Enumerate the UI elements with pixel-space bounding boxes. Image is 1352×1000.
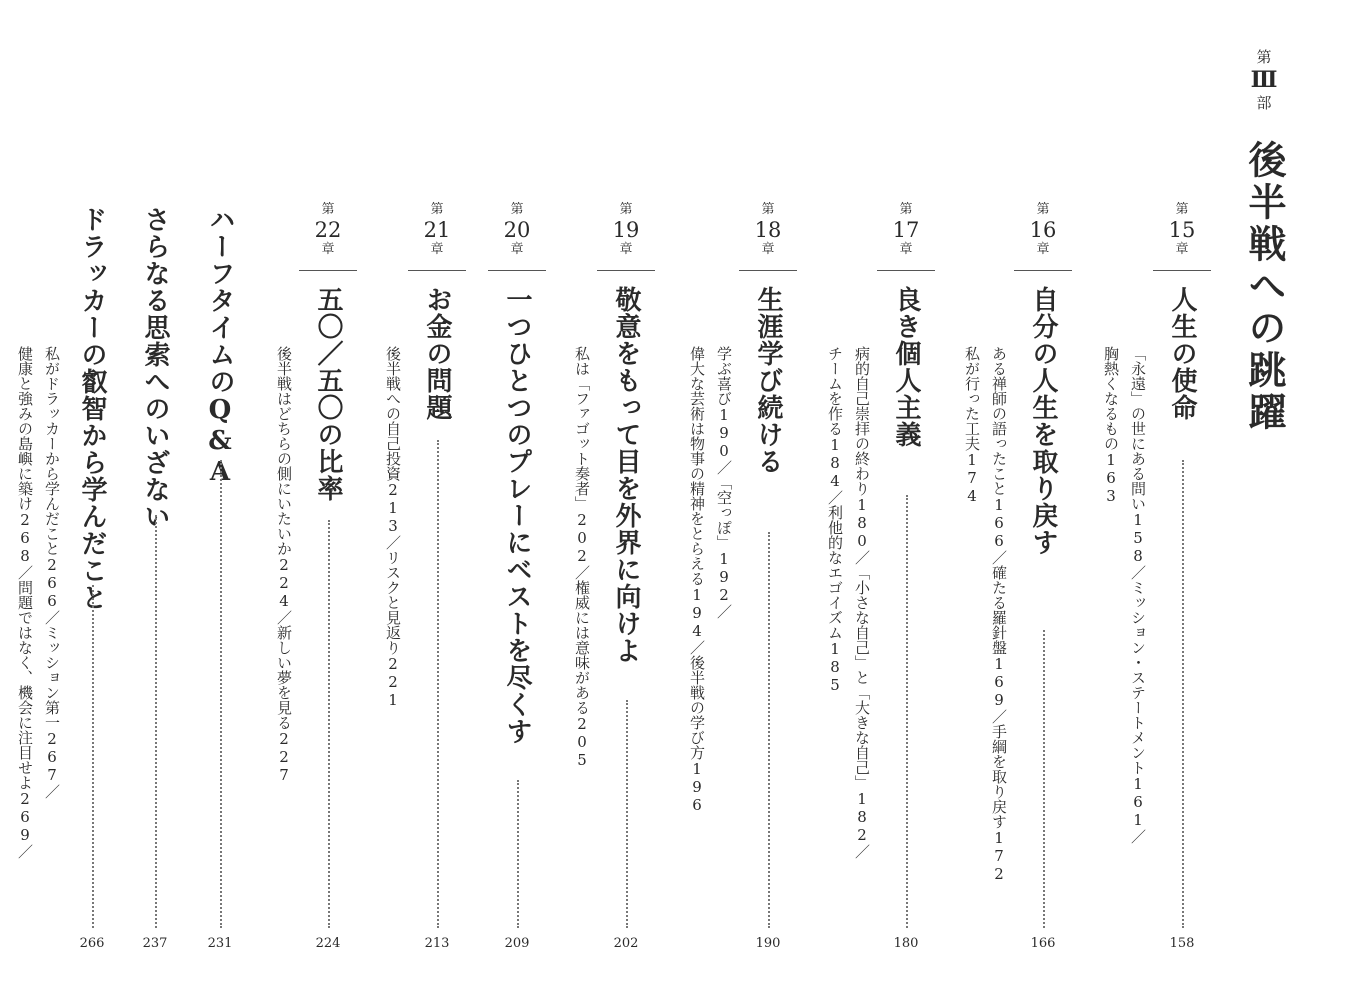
page-number: 231	[207, 936, 233, 951]
chapter-label-top: 第	[1036, 202, 1050, 217]
chapter-label-bottom: 章	[1036, 242, 1050, 257]
dot-leader	[626, 700, 628, 928]
chapter-label-top: 第	[899, 202, 913, 217]
section-line: 病的自己崇拝の終わり180／「小さな自己」と「大きな自己」182／	[853, 346, 871, 859]
dot-leader	[437, 440, 439, 928]
section-line: ある禅師の語ったこと166／確たる羅針盤169／手綱を取り戻す172	[990, 346, 1008, 883]
chapter-rule	[1153, 270, 1211, 271]
chapter-title: 一つひとつのプレーにベストを尽くす	[502, 286, 532, 745]
chapter-number: 16	[1029, 218, 1057, 242]
part-title: 後半戦への跳躍	[1242, 140, 1287, 434]
dot-leader	[517, 780, 519, 928]
chapter-number-block	[1153, 202, 1211, 258]
page-number: 180	[893, 936, 919, 951]
chapter-number: 15	[1168, 218, 1196, 242]
chapter-number-block	[739, 202, 797, 258]
dot-leader	[155, 515, 157, 928]
part-label-top: 第	[1256, 48, 1272, 66]
part-heading	[1242, 48, 1287, 434]
dot-leader	[92, 585, 94, 928]
chapter-label-top: 第	[1175, 202, 1189, 217]
chapter-number-block	[877, 202, 935, 258]
section-line: 健康と強みの島嶼に築け268／問題ではなく、機会に注目せよ269／	[16, 346, 34, 859]
chapter-number: 20	[503, 218, 531, 242]
chapter-label-bottom: 章	[761, 242, 775, 257]
chapter-label-bottom: 章	[899, 242, 913, 257]
chapter-title: 良き個人主義	[891, 286, 921, 448]
backmatter-title: ハーフタイムのQ&A	[205, 206, 235, 488]
section-line: 私がドラッカーから学んだこと266／ミッション第一267／	[43, 346, 61, 799]
chapter-label-top: 第	[430, 202, 444, 217]
section-line: 偉大な芸術は物事の精神をとらえる194／後半戦の学び方196	[688, 346, 706, 814]
chapter-number: 18	[754, 218, 782, 242]
chapter-number-block	[299, 202, 357, 258]
chapter-title: 敬意をもって目を外界に向けよ	[611, 286, 641, 664]
chapter-label-top: 第	[761, 202, 775, 217]
backmatter-title: さらなる思索へのいざない	[140, 206, 170, 530]
chapter-number: 17	[892, 218, 920, 242]
page-number: 190	[755, 936, 781, 951]
dot-leader	[906, 495, 908, 928]
page-number: 166	[1030, 936, 1056, 951]
page-number: 202	[613, 936, 639, 951]
chapter-label-top: 第	[321, 202, 335, 217]
chapter-rule	[739, 270, 797, 271]
section-line: 後半戦はどちらの側にいたいか224／新しい夢を見る227	[275, 346, 293, 784]
chapter-title: 自分の人生を取り戻す	[1028, 286, 1058, 556]
dot-leader	[1182, 460, 1184, 928]
chapter-title: お金の問題	[422, 286, 452, 421]
chapter-label-bottom: 章	[510, 242, 524, 257]
chapter-number: 19	[612, 218, 640, 242]
chapter-number-block	[1014, 202, 1072, 258]
page-number: 266	[79, 936, 105, 951]
section-line: 私が行った工夫174	[963, 346, 981, 505]
backmatter-title: ドラッカーの叡智から学んだこと	[77, 206, 107, 611]
section-line: 胸熱くなるもの163	[1102, 346, 1120, 505]
section-line: 「永遠」の世にある問い158／ミッション・ステートメント161／	[1129, 346, 1147, 844]
chapter-title: 五〇／五〇の比率	[313, 286, 343, 502]
chapter-rule	[408, 270, 466, 271]
chapter-rule	[1014, 270, 1072, 271]
chapter-title: 生涯学び続ける	[753, 286, 783, 475]
chapter-label-bottom: 章	[619, 242, 633, 257]
chapter-number-block	[488, 202, 546, 258]
chapter-label-bottom: 章	[430, 242, 444, 257]
chapter-label-bottom: 章	[1175, 242, 1189, 257]
chapter-label-bottom: 章	[321, 242, 335, 257]
chapter-number: 22	[314, 218, 342, 242]
section-line: チームを作る184／利他的なエゴイズム185	[826, 346, 844, 694]
dot-leader	[220, 460, 222, 928]
chapter-rule	[299, 270, 357, 271]
chapter-title: 人生の使命	[1167, 286, 1197, 421]
chapter-number: 21	[423, 218, 451, 242]
page-number: 209	[504, 936, 530, 951]
chapter-label-top: 第	[510, 202, 524, 217]
chapter-number-block	[597, 202, 655, 258]
chapter-number-block	[408, 202, 466, 258]
chapter-label-top: 第	[619, 202, 633, 217]
dot-leader	[328, 520, 330, 928]
part-number: Ⅲ	[1250, 67, 1278, 93]
page-number: 158	[1169, 936, 1195, 951]
page-number: 224	[315, 936, 341, 951]
chapter-rule	[488, 270, 546, 271]
chapter-rule	[877, 270, 935, 271]
part-label-bottom: 部	[1256, 94, 1272, 112]
page-number: 237	[142, 936, 168, 951]
chapter-rule	[597, 270, 655, 271]
section-line: 学ぶ喜び190／「空っぽ」192／	[715, 346, 733, 619]
page-number: 213	[424, 936, 450, 951]
dot-leader	[1043, 630, 1045, 928]
section-line: 後半戦への自己投資213／リスクと見返り221	[384, 346, 402, 709]
dot-leader	[768, 532, 770, 928]
section-line: 私は「ファゴット奏者」202／権威には意味がある205	[573, 346, 591, 769]
